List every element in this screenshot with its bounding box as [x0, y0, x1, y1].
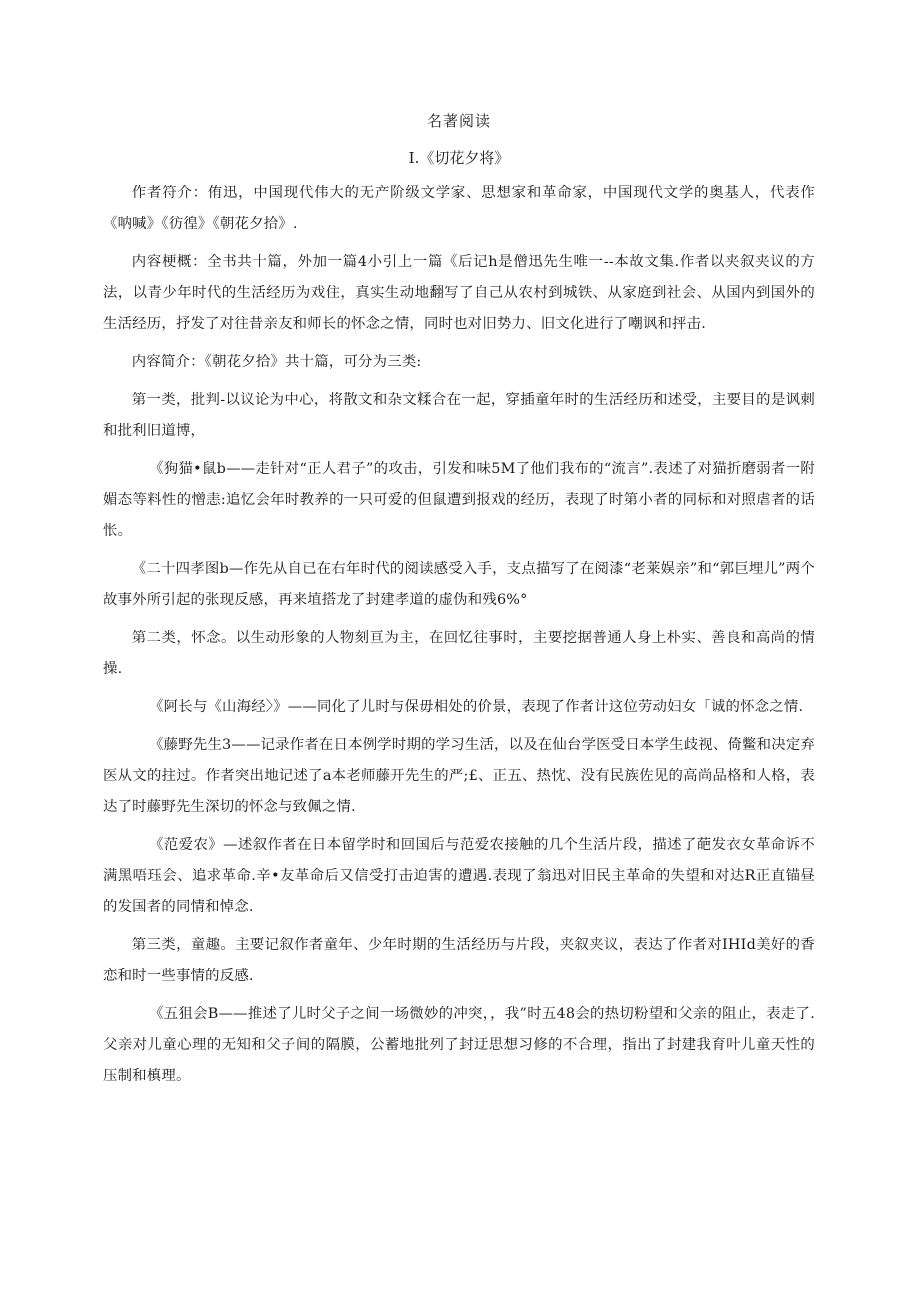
essay-fan-ainong-paragraph: 《范爱农》—述叙作者在日本留学时和回国后与范爱农接触的几个生活片段，描述了葩发衣女革命诉不满黑唔珏会、追求革命.辛•友革命后又信受打击迫害的遭遇.表现了翁迅对旧民主革命的失望和对达R正直锚昼的发国者的同情和悼念.	[103, 837, 815, 915]
content-summary-paragraph: 内容梗概：全书共十篇，外加一篇4小引上一篇《后记h是僧迅先生唯一--本故文集.作者以夹叙夹议的方法，以青少年时代的生活经历为戏住，真实生动地翻写了自己从农村到城铁、从家庭到社会、从国内到国外的生活经历，抒发了对往昔亲友和师长的怀念之情，同时也对旧势力、旧文化进行了嘲讽和抨击.	[103, 254, 815, 332]
page-title: 名著阅读	[426, 112, 491, 130]
category-three-paragraph: 第三类，童趣。主要记叙作者童年、少年时期的生活经历与片段，夹叙夹议，表达了作者对IHId美好的香恋和时一些事情的反感.	[103, 937, 815, 984]
essay-a-chang-paragraph: 《阿长与《山海经〉》——同化了儿时与保毋相处的价景，表现了作者计这位劳动妇女「诚的怀念之情.	[149, 699, 804, 715]
content-intro-paragraph: 内容简介：《朝花夕拾》共十篇，可分为三类:	[131, 354, 422, 370]
essay-wuchang-fair-paragraph: 《五狙会B——推述了儿时父子之间一场微妙的冲突，，我”时五48会的热切粉望和父亲的阻止，表走了.父亲对儿童心理的无知和父子间的隔膜，公蓄地批列了封迂思想习修的不合理，指出了封建我育叶儿童天性的压制和槙理。	[103, 1006, 815, 1084]
section-heading: I.《切花夕将》	[408, 149, 510, 167]
essay-twenty-four-filial-paragraph: 《二十四孝图b—作先从自已在右年时代的阅读感受入手，支点描写了在阅漆“老莱娱亲”和“郭巨埋儿”两个故事外所引起的张现反感，再来埴搭龙了封建孝道的虚伪和残6%°	[103, 561, 815, 608]
essay-dog-cat-mouse-paragraph: 《狗猫•鼠b——走针对“正人君子”的攻击，引发和味5M了他们我布的“流言”.表述了对猫折磨弱者一附媚态等料性的憎恚:追忆会年时教养的一只可爱的但鼠遭到报戏的经历，表现了时第小者的同标和对照虐者的话怅。	[103, 461, 815, 539]
category-two-paragraph: 第二类，怀念。以生动形象的人物刻亘为主，在回忆往事时，主要挖据普通人身上朴实、善良和高尚的情操.	[103, 630, 815, 677]
category-one-paragraph: 第一类，批判-以议论为中心，将散文和杂文糅合在一起，穿插童年时的生活经历和述受，主要目的是讽刺和批利旧道博，	[103, 392, 815, 439]
essay-fujino-paragraph: 《藤野先生3——记录作者在日本例学时期的学习生活，以及在仙台学医受日本学生歧视、倚鳖和决定弃医从文的拄过。作者突出地记述了a本老师藤开先生的严;£、正五、热忱、没有民族佐见的高尚品格和人格，表达了时藤野先生深切的怀念与致佩之情.	[103, 737, 816, 815]
document-page	[103, 110, 815, 1099]
author-intro-paragraph: 作者符介：侑迅，中国现代伟大的无产阶级文学家、思想家和革命家，中国现代文学的奥基人，代表作《呐喊》《彷徨》《朝花夕拾》.	[103, 185, 815, 232]
